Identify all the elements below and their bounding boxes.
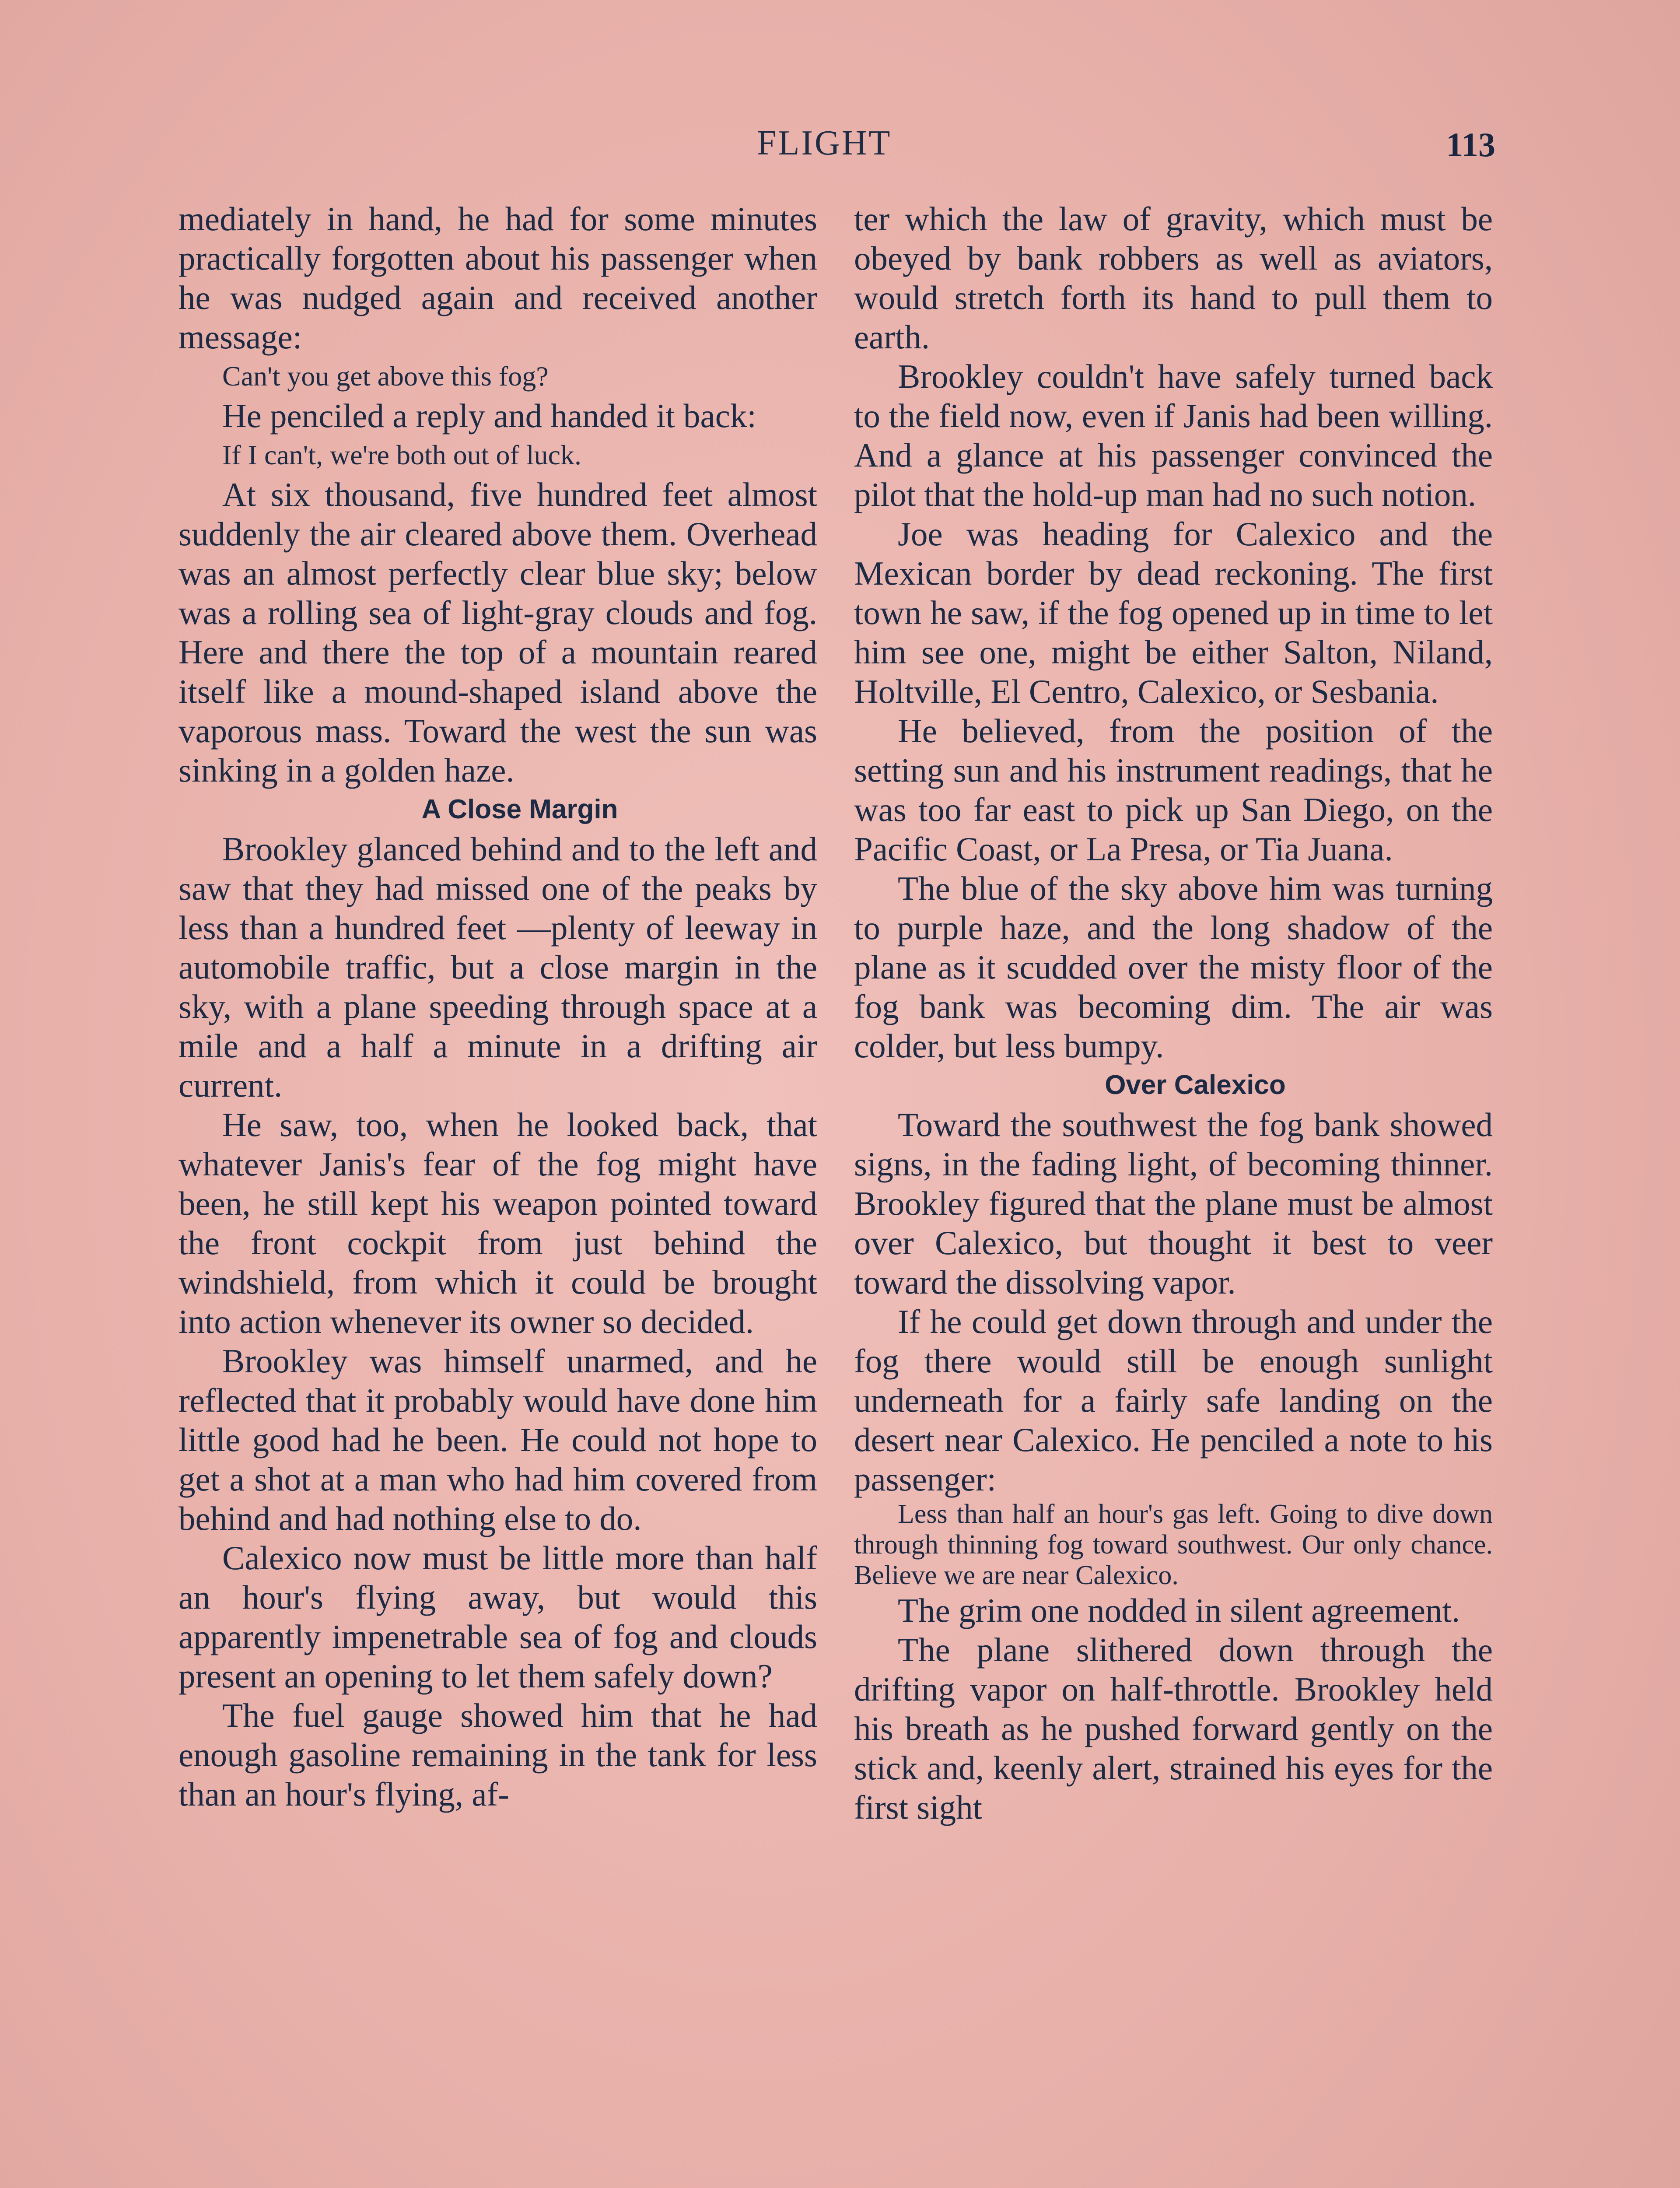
pencil-note: Less than half an hour's gas left. Going to dive down through thinning fog toward southwest. Our only chance. Believe we are near Calexico. (854, 1499, 1493, 1590)
paragraph: Brookley glanced behind and to the left and saw that they had missed one of the peaks by less than a hundred feet —plenty of leeway in automobile traffic, but a close margin in the sky, with a plane speeding through space at a mile and a half a minute in a drifting air current. (178, 830, 817, 1104)
paragraph: Brookley couldn't have safely turned back to the field now, even if Janis had been willing. And a glance at his passenger convinced the pilot that the hold-up man had no such notion. (854, 358, 1493, 513)
paragraph: The grim one nodded in silent agreement. (898, 1592, 1460, 1629)
paragraph: Calexico now must be little more than half an hour's flying away, but would this apparently impenetrable sea of fog and clouds present an opening to let them safely down? (178, 1539, 817, 1695)
pencil-note: Can't you get above this fog? (222, 361, 549, 392)
section-subhead: A Close Margin (421, 794, 618, 824)
paragraph: The blue of the sky above him was turning to purple haze, and the long shadow of the plane as it scudded over the misty floor of the fog bank was becoming dim. The air was colder, but less bumpy. (854, 870, 1493, 1065)
paragraph: The fuel gauge showed him that he had enough gasoline remaining in the tank for less than an hour's flying, af- (178, 1697, 817, 1813)
pencil-note: If I can't, we're both out of luck. (222, 439, 581, 470)
paragraph: At six thousand, five hundred feet almost suddenly the air cleared above them. Overhead was an almost perfectly clear blue sky; below was a rolling sea of light-gray clouds and fog. Here and there the top of a mountain reared itself like a mound-shaped island above the vaporous mass. Toward the west the sun was sinking in a golden haze. (178, 476, 817, 789)
paragraph: He saw, too, when he looked back, that whatever Janis's fear of the fog might have been, he still kept his weapon pointed toward the front cockpit from just behind the windshield, from which it could be brought into action whenever its owner so decided. (178, 1106, 817, 1340)
running-head: FLIGHT (757, 124, 892, 162)
left-column (178, 199, 817, 1814)
paragraph: If he could get down through and under the fog there would still be enough sunlight underneath for a fairly safe landing on the desert near Calexico. He penciled a note to his passenger: (854, 1303, 1493, 1498)
paragraph: Brookley was himself unarmed, and he reflected that it probably would have done him little good had he been. He could not hope to get a shot at a man who had him covered from behind and had nothing else to do. (178, 1342, 817, 1537)
paragraph: He penciled a reply and handed it back: (222, 397, 756, 435)
right-column (854, 199, 1493, 1827)
paragraph: He believed, from the position of the setting sun and his instrument readings, that he was too far east to pick up San Diego, on the Pacific Coast, or La Presa, or Tia Juana. (854, 712, 1493, 868)
paragraph: The plane slithered down through the drifting vapor on half-throttle. Brookley held his breath as he pushed forward gently on the stick and, keenly alert, strained his eyes for the first sight (854, 1631, 1493, 1826)
paragraph: Joe was heading for Calexico and the Mexican border by dead reckoning. The first town he saw, if the fog opened up in time to let him see one, might be either Salton, Niland, Holtville, El Centro, Calexico, or Sesbania. (854, 515, 1493, 710)
paragraph: Toward the southwest the fog bank showed signs, in the fading light, of becoming thinner. Brookley figured that the plane must be almost over Calexico, but thought it best to veer toward the dissolving vapor. (854, 1106, 1493, 1301)
page-number: 113 (1446, 126, 1495, 164)
section-subhead: Over Calexico (1105, 1070, 1286, 1100)
paragraph: mediately in hand, he had for some minutes practically forgotten about his passenger when he was nudged again and received another message: (178, 200, 817, 356)
paragraph: ter which the law of gravity, which must be obeyed by bank robbers as well as aviators, would stretch forth its hand to pull them to earth. (854, 200, 1493, 356)
